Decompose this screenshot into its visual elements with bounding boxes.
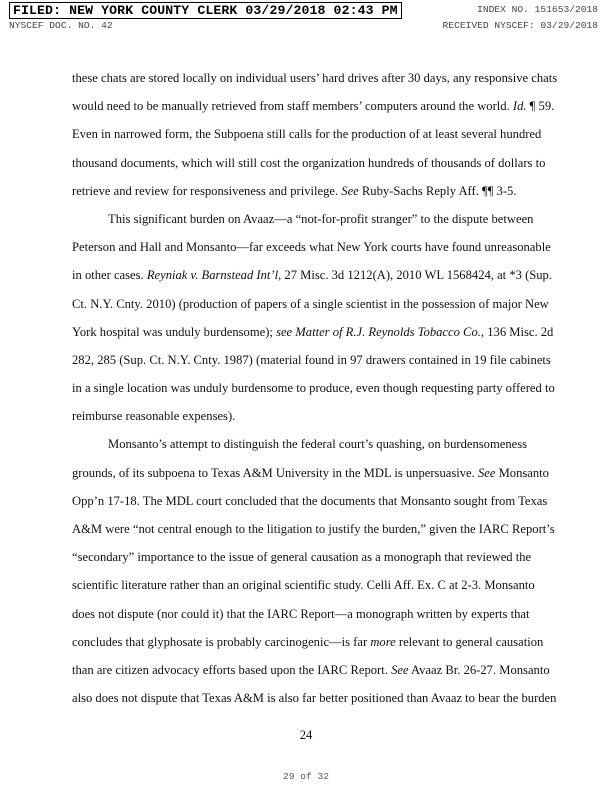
text-line bbox=[72, 600, 542, 628]
case-name: see Matter of R.J. Reynolds Tobacco Co. bbox=[276, 324, 481, 339]
text-span: ¶ 59. bbox=[526, 99, 555, 114]
text-span: thousand documents, which will still cost the organization hundreds of thousands of dollars to bbox=[72, 155, 546, 170]
text-line bbox=[72, 149, 546, 177]
text-span: Ct. N.Y. Cnty. 2010) (production of papers of a single scientist in the possession of major New bbox=[72, 296, 549, 311]
text-line bbox=[72, 290, 549, 318]
citation-signal: See bbox=[341, 183, 359, 198]
case-name: Reyniak v. Barnstead Int’l bbox=[146, 268, 279, 283]
text-span: relevant to general causation bbox=[395, 634, 544, 649]
text-span: Monsanto bbox=[495, 465, 549, 480]
text-line bbox=[72, 261, 553, 289]
text-line bbox=[72, 318, 554, 346]
text-span: in a single location was unduly burdensome to produce, even though requesting party offered to bbox=[72, 381, 555, 396]
text-line bbox=[72, 628, 542, 656]
received-date: RECEIVED NYSCEF: 03/29/2018 bbox=[442, 20, 598, 31]
text-line bbox=[72, 459, 549, 487]
page-of-total: 29 of 32 bbox=[282, 771, 330, 782]
text-span: A&M were “not central enough to the litigation to justify the burden,” given the IARC Report’s bbox=[72, 522, 555, 536]
text-line bbox=[72, 487, 548, 515]
text-span: 282, 285 (Sup. Ct. N.Y. Cnty. 1987) (material found in 97 drawers contained in 19 file cabinets bbox=[72, 352, 551, 367]
text-line bbox=[72, 177, 542, 205]
text-span: than are citizen advocacy efforts based upon the IARC Report. bbox=[72, 662, 392, 677]
citation-signal: See bbox=[391, 662, 409, 677]
text-line bbox=[72, 205, 542, 233]
doc-number: NYSCEF DOC. NO. 42 bbox=[9, 20, 113, 31]
text-span: Peterson and Hall and Monsanto—far exceeds what New York courts have found unreasonable bbox=[72, 240, 551, 255]
text-line bbox=[72, 64, 558, 92]
text-span: reimburse reasonable expenses). bbox=[72, 409, 236, 424]
text-line bbox=[72, 684, 557, 712]
filed-stamp: FILED: NEW YORK COUNTY CLERK 03/29/2018 02:43 PM bbox=[9, 2, 402, 19]
text-line bbox=[72, 92, 555, 120]
text-span: concludes that glyphosate is probably carcinogenic—is far bbox=[72, 634, 371, 649]
text-span: would need to be manually retrieved from staff members’ computers around the world. bbox=[72, 99, 513, 114]
text-line bbox=[72, 374, 555, 402]
text-line bbox=[72, 430, 542, 458]
text-span: York hospital was unduly burdensome); bbox=[72, 324, 277, 339]
text-line bbox=[72, 656, 550, 684]
text-span: Avaaz Br. 26-27. Monsanto bbox=[408, 662, 550, 677]
text-span: Even in narrowed form, the Subpoena still calls for the production of at least several hundred bbox=[72, 127, 542, 142]
text-span: “secondary” importance to the issue of general causation as a monograph that reviewed the bbox=[72, 550, 532, 565]
text-span: Ruby-Sachs Reply Aff. ¶¶ 3-5. bbox=[358, 183, 517, 198]
text-line bbox=[72, 402, 542, 430]
text-line bbox=[72, 543, 542, 571]
text-line bbox=[72, 346, 551, 374]
text-line bbox=[72, 515, 555, 543]
text-span: Monsanto’s attempt to distinguish the federal court’s quashing, on burdensomeness bbox=[108, 437, 528, 452]
text-span: in other cases. bbox=[72, 268, 147, 283]
text-span: does not dispute (nor could it) that the IARC Report—a monograph written by experts that bbox=[72, 606, 530, 621]
text-line bbox=[72, 120, 542, 148]
text-span: , 27 Misc. 3d 1212(A), 2010 WL 1568424, at *3 (Sup. bbox=[278, 268, 553, 283]
text-line bbox=[72, 571, 542, 599]
text-span: Opp’n 17-18. The MDL court concluded that the documents that Monsanto sought from Texas bbox=[72, 493, 548, 508]
text-span: This significant burden on Avaaz—a “not-for-profit stranger” to the dispute between bbox=[108, 211, 534, 226]
text-span: , 136 Misc. 2d bbox=[480, 324, 554, 339]
page-number: 24 bbox=[299, 728, 313, 742]
text-span: scientific literature rather than an original scientific study. Celli Aff. Ex. C at 2-3. Monsanto bbox=[72, 578, 535, 593]
body-text bbox=[72, 64, 558, 712]
citation-signal: See bbox=[477, 465, 496, 480]
text-span: retrieve and review for responsiveness and privilege. bbox=[72, 183, 342, 198]
text-line bbox=[72, 233, 551, 261]
index-number: INDEX NO. 151653/2018 bbox=[477, 4, 598, 15]
emphasis: more bbox=[370, 634, 396, 649]
text-span: also does not dispute that Texas A&M is also far better positioned than Avaaz to bear the burden bbox=[72, 691, 557, 706]
citation-signal: Id. bbox=[512, 99, 527, 114]
text-span: grounds, of its subpoena to Texas A&M University in the MDL is unpersuasive. bbox=[72, 465, 478, 480]
text-span: these chats are stored locally on individual users’ hard drives after 30 days, any responsive chats bbox=[72, 71, 558, 85]
